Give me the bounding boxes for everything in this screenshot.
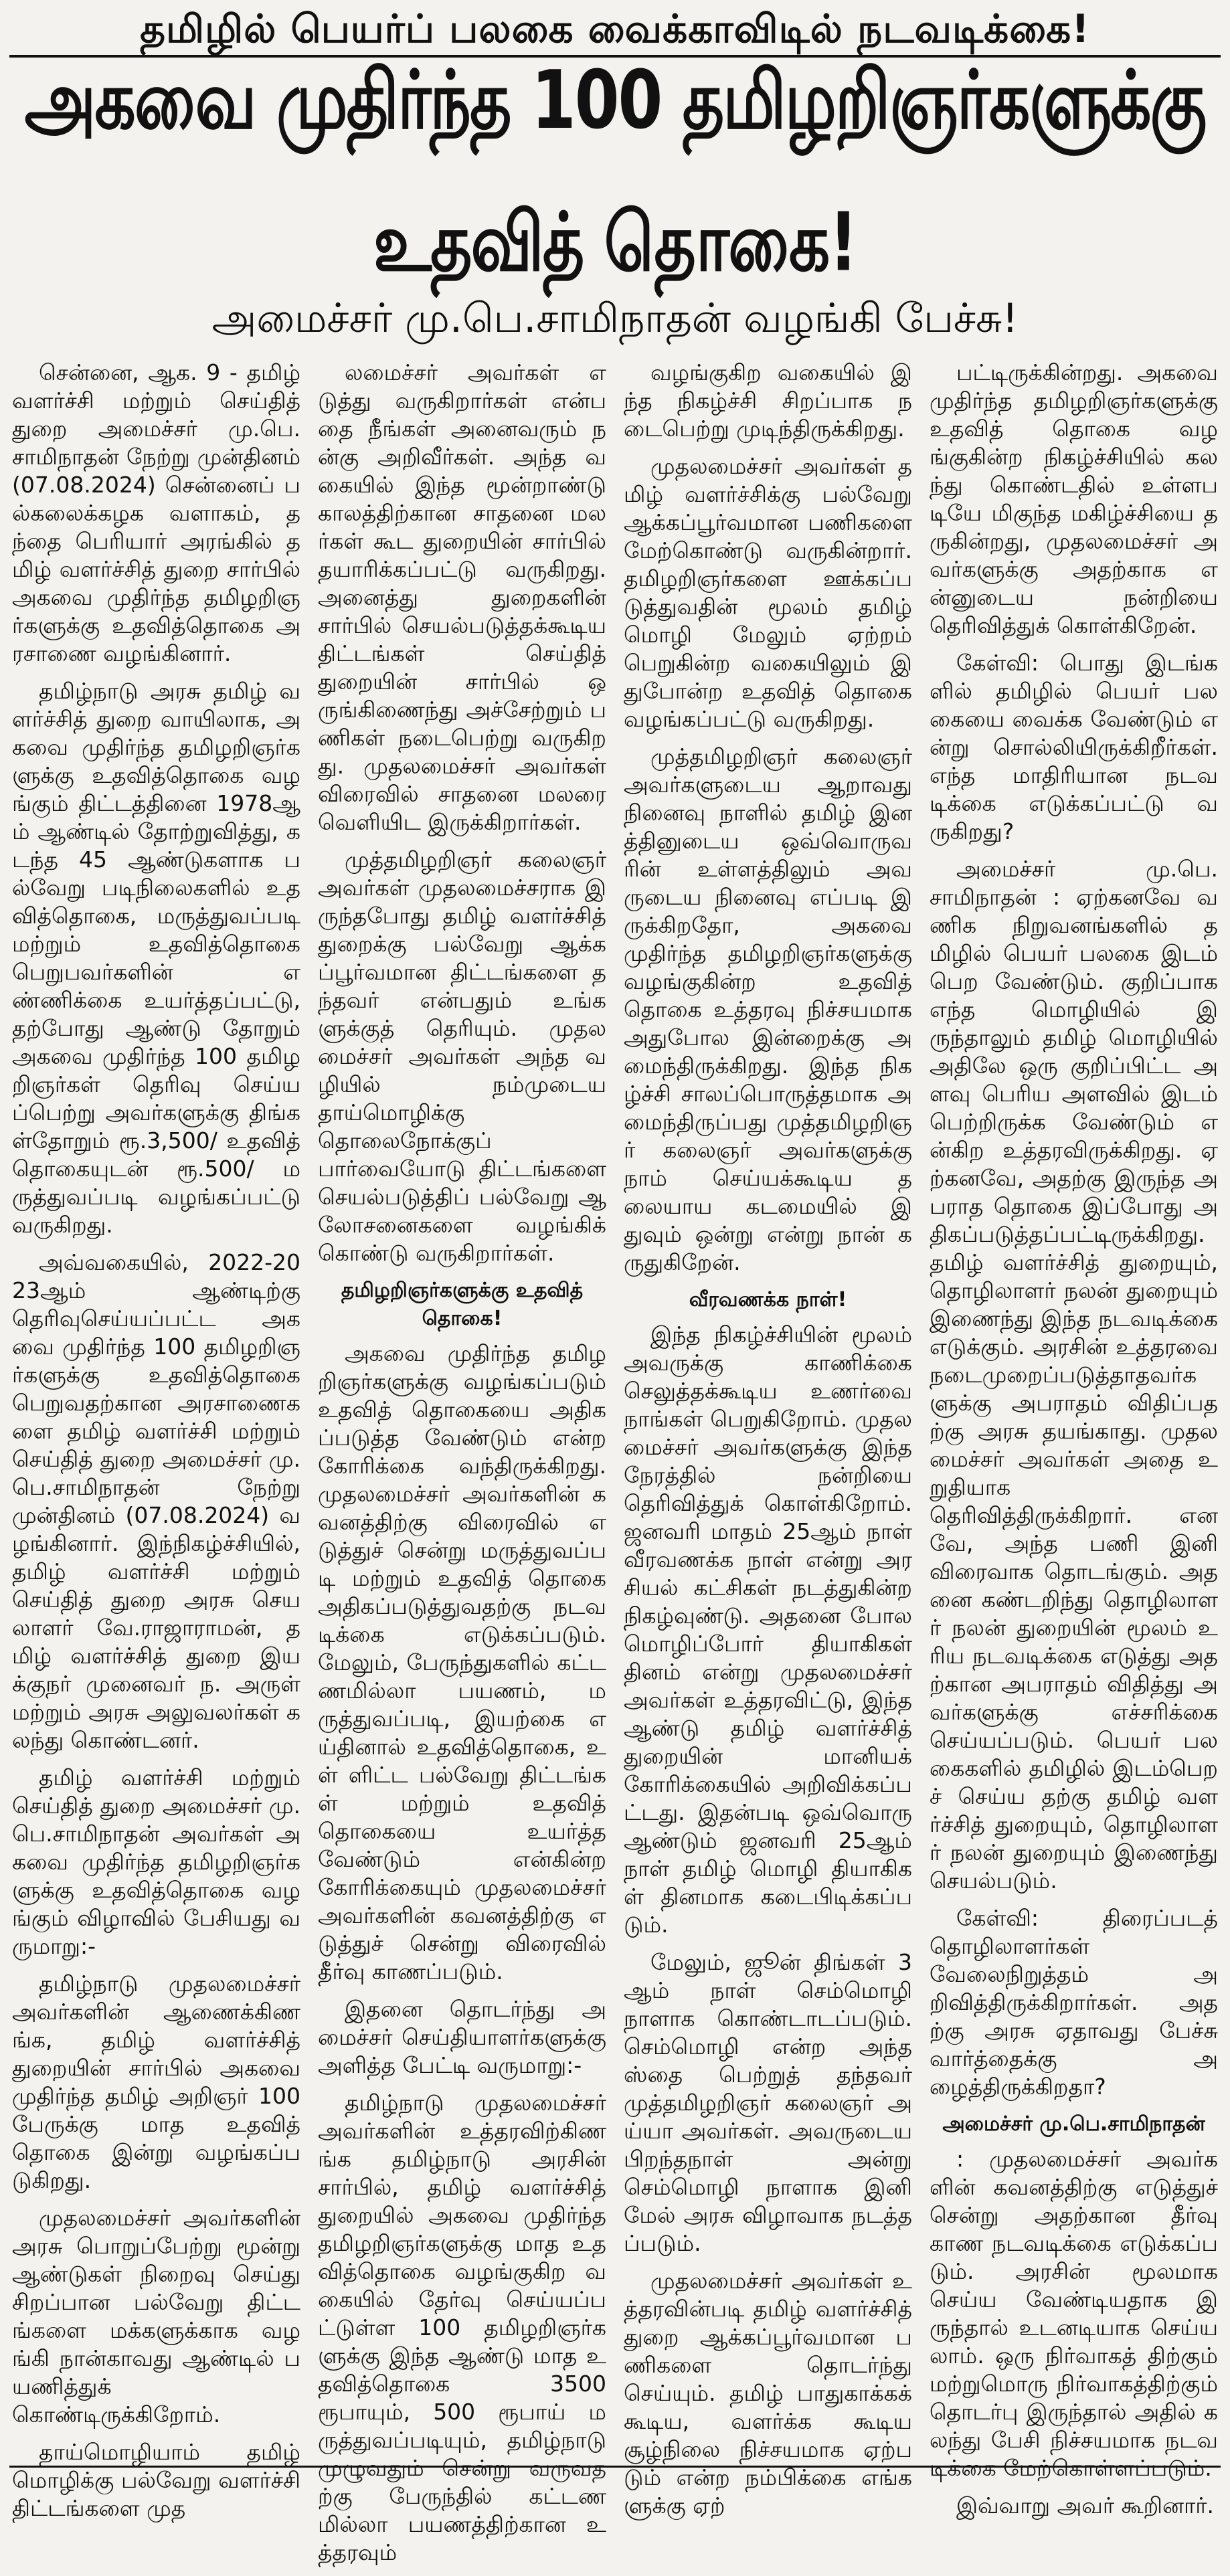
paragraph: முதலமைச்சர் அவர்களின் அரசு பொறுப்பேற்று மூன்று ஆண்டுகள் நிறைவு செய்து சிறப்பான பல்வேறு திட்டங்களை மக்களுக்காக வழங்கி நான்காவது ஆண்டில் பயணித்துக் கொண்டிருக்கிறோம். — [12, 2205, 300, 2427]
article-columns — [9, 359, 1221, 2576]
paragraph: பட்டிருக்கின்றது. அகவை முதிர்ந்த தமிழறிஞர்களுக்கு உதவித் தொகை வழங்குகின்ற நிகழ்ச்சியில் கலந்து கொண்டதில் உள்ளபடியே மிகுந்த மகிழ்ச்சியை தருகின்றது, முதலமைச்சர் அவர்களுக்கு அதற்காக என்னுடைய நன்றியை தெரிவித்துக் கொள்கிறேன். — [930, 359, 1218, 638]
column-2 — [318, 359, 606, 2576]
paragraph: முத்தமிழறிஞர் கலைஞர் அவர்களுடைய ஆறாவது நினைவு நாளில் தமிழ் இனத்தினுடைய ஒவ்வொருவரின் உள்ளத்திலும் அவருடைய நினைவு எப்படி இருக்கிறதோ, அகவை முதிர்ந்த தமிழறிஞர்களுக்கு வழங்குகின்ற உதவித் தொகை உத்தரவு நிச்சயமாக அதுபோல இன்றைக்கு அமைந்திருக்கிறது. இந்த நிகழ்ச்சி சாலப்பொருத்தமாக அமைந்திருப்பது முத்தமிழறிஞர் கலைஞர் அவர்களுக்கு நாம் செய்யக்கூடிய தலையாய கடமையில் இதுவும் ஒன்று என்று நான் கருதுகிறேன். — [624, 743, 912, 1275]
paragraph: தமிழ்நாடு முதலமைச்சர் அவர்களின் உத்தரவிற்கிணங்க தமிழ்நாடு அரசின் சார்பில், தமிழ் வளர்ச்சித் துறையில் அகவை முதிர்ந்த தமிழறிஞர்களுக்கு மாத உதவித்தொகை வழங்குகிற வகையில் தேர்வு செய்யப்பட்டுள்ள 100 தமிழறிஞர்களுக்கு இந்த ஆண்டு மாத உதவித்தொகை 3500 ரூபாயும், 500 ரூபாய் மருத்துவப்படியும், தமிழ்நாடு முழுவதும் சென்று வருவதற்கு பேருந்தில் கட்டணமில்லா பயணத்திற்கான உத்தரவும் — [318, 2090, 606, 2565]
paragraph: : முதலமைச்சர் அவர்களின் கவனத்திற்கு எடுத்துச் சென்று அதற்கான தீர்வு காண நடவடிக்கை எடுக்கப்படும். அரசின் மூலமாக செய்ய வேண்டியதாக இருந்தால் உடனடியாக செய்யலாம். ஒரு நிர்வாகத் திற்கும் மற்றுமொரு நிர்வாகத்திற்கும் தொடர்பு இருந்தால் அதில் கலந்து பேசி நிச்சயமாக நடவடிக்கை மேற்கொள்ளப்படும். — [930, 2146, 1218, 2481]
paragraph: மேலும், ஜூன் திங்கள் 3ஆம் நாள் செம்மொழி நாளாக கொண்டாடப்படும். செம்மொழி என்ற அந்தஸ்தை பெற்றுத் தந்தவர் முத்தமிழறிஞர் கலைஞர் அய்யா அவர்கள். அவருடைய பிறந்தநாள் அன்று செம்மொழி நாளாக இனி மேல் அரசு விழாவாக நடத்தப்படும். — [624, 1949, 912, 2256]
paragraph: முதலமைச்சர் அவர்கள் உத்தரவின்படி தமிழ் வளர்ச்சித் துறை ஆக்கப்பூர்வமான பணிகளை தொடர்ந்து செய்யும். தமிழ் பாதுகாக்கக் கூடிய, வளர்க்க கூடிய சூழ்நிலை நிச்சயமாக ஏற்படும் என்ற நம்பிக்கை எங்களுக்கு ஏற் — [624, 2268, 912, 2518]
column-4 — [930, 359, 1218, 2576]
paragraph: தமிழ்நாடு அரசு தமிழ் வளர்ச்சித் துறை வாயிலாக, அகவை முதிர்ந்த தமிழறிஞர்களுக்கு உதவித்தொகை வழங்கும் திட்டத்தினை 1978ஆம் ஆண்டில் தோற்றுவித்து, கடந்த 45 ஆண்டுகளாக பல்வேறு படிநிலைகளில் உதவித்தொகை, மருத்துவப்படி மற்றும் உதவித்தொகை பெறுபவர்களின் எண்ணிக்கை உயர்த்தப்பட்டு, தற்போது ஆண்டு தோறும் அகவை முதிர்ந்த 100 தமிழறிஞர்கள் தெரிவு செய்யப்பெற்று அவர்களுக்கு திங்கள்தோறும் ரூ.3,500/ உதவித் தொகையுடன் ரூ.500/ மருத்துவப்படி வழங்கப்பட்டு வருகிறது. — [12, 678, 300, 1238]
paragraph: அவ்வகையில், 2022-2023ஆம் ஆண்டிற்கு தெரிவுசெய்யப்பட்ட அகவை முதிர்ந்த 100 தமிழறிஞர்களுக்கு உதவித்தொகை பெறுவதற்கான அரசாணைகளை தமிழ் வளர்ச்சி மற்றும் செய்தித் துறை அமைச்சர் மு.பெ.சாமிநாதன் நேற்று முன்தினம் (07.08.2024) வழங்கினார். இந்நிகழ்ச்சியில், தமிழ் வளர்ச்சி மற்றும் செய்தித் துறை அரசு செயலாளர் வே.ராஜாராமன், தமிழ் வளர்ச்சித் துறை இயக்குநர் முனைவர் ந. அருள் மற்றும் அரசு அலுவலர்கள் கலந்து கொண்டனர். — [12, 1249, 300, 1753]
paragraph: இந்த நிகழ்ச்சியின் மூலம் அவருக்கு காணிக்கை செலுத்தக்கூடிய உணர்வை நாங்கள் பெறுகிறோம். முதலமைச்சர் அவர்களுக்கு இந்த நேரத்தில் நன்றியை தெரிவித்துக் கொள்கிறோம். ஜனவரி மாதம் 25ஆம் நாள் வீரவணக்க நாள் என்று அரசியல் கட்சிகள் நடத்துகின்ற நிகழ்வுண்டு. அதனை போல மொழிப்போர் தியாகிகள் தினம் என்று முதலமைச்சர் அவர்கள் உத்தரவிட்டு, இந்த ஆண்டு தமிழ் வளர்ச்சித் துறையின் மானியக் கோரிக்கையில் அறிவிக்கப்பட்டது. இதன்படி ஒவ்வொரு ஆண்டும் ஜனவரி 25ஆம் நாள் தமிழ் மொழி தியாகிகள் தினமாக கடைபிடிக்கப்படும். — [624, 1321, 912, 1938]
column-1 — [12, 359, 300, 2576]
section-heading: தமிழறிஞர்களுக்கு உதவித் தொகை! — [341, 1279, 584, 1330]
paragraph: கேள்வி: பொது இடங்களில் தமிழில் பெயர் பலகையை வைக்க வேண்டும் என்று சொல்லியிருக்கிறீர்கள். எந்த மாதிரியான நடவடிக்கை எடுக்கப்பட்டு வருகிறது? — [930, 650, 1218, 844]
paragraph: இதனை தொடர்ந்து அமைச்சர் செய்தியாளர்களுக்கு அளித்த பேட்டி வருமாறு:- — [318, 1996, 606, 2078]
paragraph: அமைச்சர் மு.பெ.சாமிநாதன் : ஏற்கனவே வணிக நிறுவனங்களில் தமிழில் பெயர் பலகை இடம் பெற வேண்டும். குறிப்பாக எந்த மொழியில் இருந்தாலும் தமிழ் மொழியில் அதிலே ஒரு குறிப்பிட்ட அளவு பெரிய அளவில் இடம் பெற்றிருக்க வேண்டும் என்கிற உத்தரவிருக்கிறது. ஏற்கனவே, அதற்கு இருந்த அபராத தொகை இப்போது அதிகப்படுத்தப்பட்டிருக்கிறது. தமிழ் வளர்ச்சித் துறையும், தொழிலாளர் நலன் துறையும் இணைந்து இந்த நடவடிக்கை எடுக்கும். அரசின் உத்தரவை நடைமுறைப்படுத்தாதவர்களுக்கு அபராதம் விதிப்பதற்கு அரசு தயங்காது. முதலமைச்சர் அவர்கள் அதை உறுதியாக தெரிவித்திருக்கிறார். எனவே, அந்த பணி இனி விரைவாக தொடங்கும். அதனை கண்டறிந்து தொழிலாளர் நலன் துறையின் மூலம் உரிய நடவடிக்கை எடுத்து அதற்கான அபராதம் விதித்து அவர்களுக்கு எச்சரிக்கை செய்யப்படும். பெயர் பலகைகளில் தமிழில் இடம்பெறச் செய்ய தற்கு தமிழ் வளர்ச்சித் துறையும், தொழிலாளர் நலன் துறையும் இணைந்து செயல்படும். — [930, 856, 1218, 1894]
kicker-headline: தமிழில் பெயர்ப் பலகை வைக்காவிடில் நடவடிக்கை! — [9, 3, 1221, 58]
paragraph: தாய்மொழியாம் தமிழ் மொழிக்கு பல்வேறு வளர்ச்சி திட்டங்களை முத — [12, 2439, 300, 2521]
paragraph: தமிழ் வளர்ச்சி மற்றும் செய்தித் துறை அமைச்சர் மு.பெ.சாமிநாதன் அவர்கள் அகவை முதிர்ந்த தமிழறிஞர்களுக்கு உதவித்தொகை வழங்கும் விழாவில் பேசியது வருமாறு:- — [12, 1764, 300, 1959]
bottom-rule — [9, 2466, 1221, 2468]
paragraph: முதலமைச்சர் அவர்கள் தமிழ் வளர்ச்சிக்கு பல்வேறு ஆக்கப்பூர்வமான பணிகளை மேற்கொண்டு வருகின்றார். தமிழறிஞர்களை ஊக்கப்படுத்துவதின் மூலம் தமிழ் மொழி மேலும் ஏற்றம் பெறுகின்ற வகையிலும் இதுபோன்ற உதவித் தொகை வழங்கப்பட்டு வருகிறது. — [624, 453, 912, 732]
paragraph: தமிழ்நாடு முதலமைச்சர் அவர்களின் ஆணைக்கிணங்க, தமிழ் வளர்ச்சித் துறையின் சார்பில் அகவை முதிர்ந்த தமிழ் அறிஞர் 100 பேருக்கு மாத உதவித் தொகை இன்று வழங்கப்படுகிறது. — [12, 1970, 300, 2193]
paragraph: லமைச்சர் அவர்கள் எடுத்து வருகிறார்கள் என்பதை நீங்கள் அனைவரும் நன்கு அறிவீர்கள். அந்த வகையில் இந்த மூன்றாண்டு காலத்திற்கான சாதனை மலர்கள் கூட துறையின் சார்பில் தயாரிக்கப்பட்டு வருகிறது. அனைத்து துறைகளின் சார்பில் செயல்படுத்தக்கூடிய திட்டங்கள் செய்தித் துறையின் சார்பில் ஒருங்கிணைந்து அச்சேற்றும் பணிகள் நடைபெற்று வருகிறது. முதலமைச்சர் அவர்கள் விரைவில் சாதனை மலரை வெளியிட இருக்கிறார்கள். — [318, 359, 606, 835]
main-headline: அகவை முதிர்ந்த 100 தமிழறிஞர்களுக்கு உதவித் தொகை! — [24, 53, 1206, 290]
paragraph: முத்தமிழறிஞர் கலைஞர் அவர்கள் முதலமைச்சராக இருந்தபோது தமிழ் வளர்ச்சித் துறைக்கு பல்வேறு ஆக்கப்பூர்வமான திட்டங்களை தந்தவர் என்பதும் உங்களுக்குத் தெரியும். முதலமைச்சர் அவர்கள் அந்த வழியில் நம்முடைய தாய்மொழிக்கு தொலைநோக்குப் பார்வையோடு திட்டங்களை செயல்படுத்திப் பல்வேறு ஆலோசனைகளை வழங்கிக் கொண்டு வருகிறார்கள். — [318, 846, 606, 1266]
newspaper-page — [0, 3, 1230, 2565]
paragraph: கேள்வி: திரைப்படத் தொழிலாளர்கள் வேலைநிறுத்தம் அறிவித்திருக்கிறார்கள். அதற்கு அரசு ஏதாவது பேச்சு வார்த்தைக்கு அழைத்திருக்கிறதா? — [930, 1905, 1218, 2100]
paragraph: வழங்குகிற வகையில் இந்த நிகழ்ச்சி சிறப்பாக நடைபெற்று முடிந்திருக்கிறது. — [624, 359, 912, 442]
subheadline: அமைச்சர் மு.பெ.சாமிநாதன் வழங்கி பேச்சு! — [211, 295, 1019, 342]
section-heading: வீரவணக்க நாள்! — [689, 1288, 847, 1311]
paragraph: சென்னை, ஆக. 9 - தமிழ் வளர்ச்சி மற்றும் செய்தித் துறை அமைச்சர் மு.பெ.சாமிநாதன் நேற்று முன்தினம் (07.08.2024) சென்னைப் பல்கலைக்கழக வளாகம், தந்தை பெரியார் அரங்கில் தமிழ் வளர்ச்சித் துறை சார்பில் அகவை முதிர்ந்த தமிழறிஞர்களுக்கு உதவித்தொகை அரசாணை வழங்கினார். — [12, 359, 300, 666]
column-3 — [624, 359, 912, 2576]
speaker-byline: அமைச்சர் மு.பெ.சாமிநாதன் — [942, 2112, 1205, 2136]
paragraph: இவ்வாறு அவர் கூறினார். — [956, 2492, 1215, 2518]
paragraph: அகவை முதிர்ந்த தமிழறிஞர்களுக்கு வழங்கப்படும் உதவித் தொகையை அதிகப்படுத்த வேண்டும் என்ற கோரிக்கை வந்திருக்கிறது. முதலமைச்சர் அவர்களின் கவனத்திற்கு விரைவில் எடுத்துச் சென்று மருத்துவப்படி மற்றும் உதவித் தொகை அதிகப்படுத்துவதற்கு நடவடிக்கை எடுக்கப்படும். மேலும், பேருந்துகளில் கட்டணமில்லா பயணம், மருத்துவப்படி, இயற்கை எய்தினால் உதவித்தொகை, உள் ளிட்ட பல்வேறு திட்டங்கள் மற்றும் உதவித் தொகையை உயர்த்தவேண்டும் என்கின்ற கோரிக்கையும் முதலமைச்சர் அவர்களின் கவனத்திற்கு எடுத்துச் சென்று விரைவில் தீர்வு காணப்படும். — [318, 1340, 606, 1985]
